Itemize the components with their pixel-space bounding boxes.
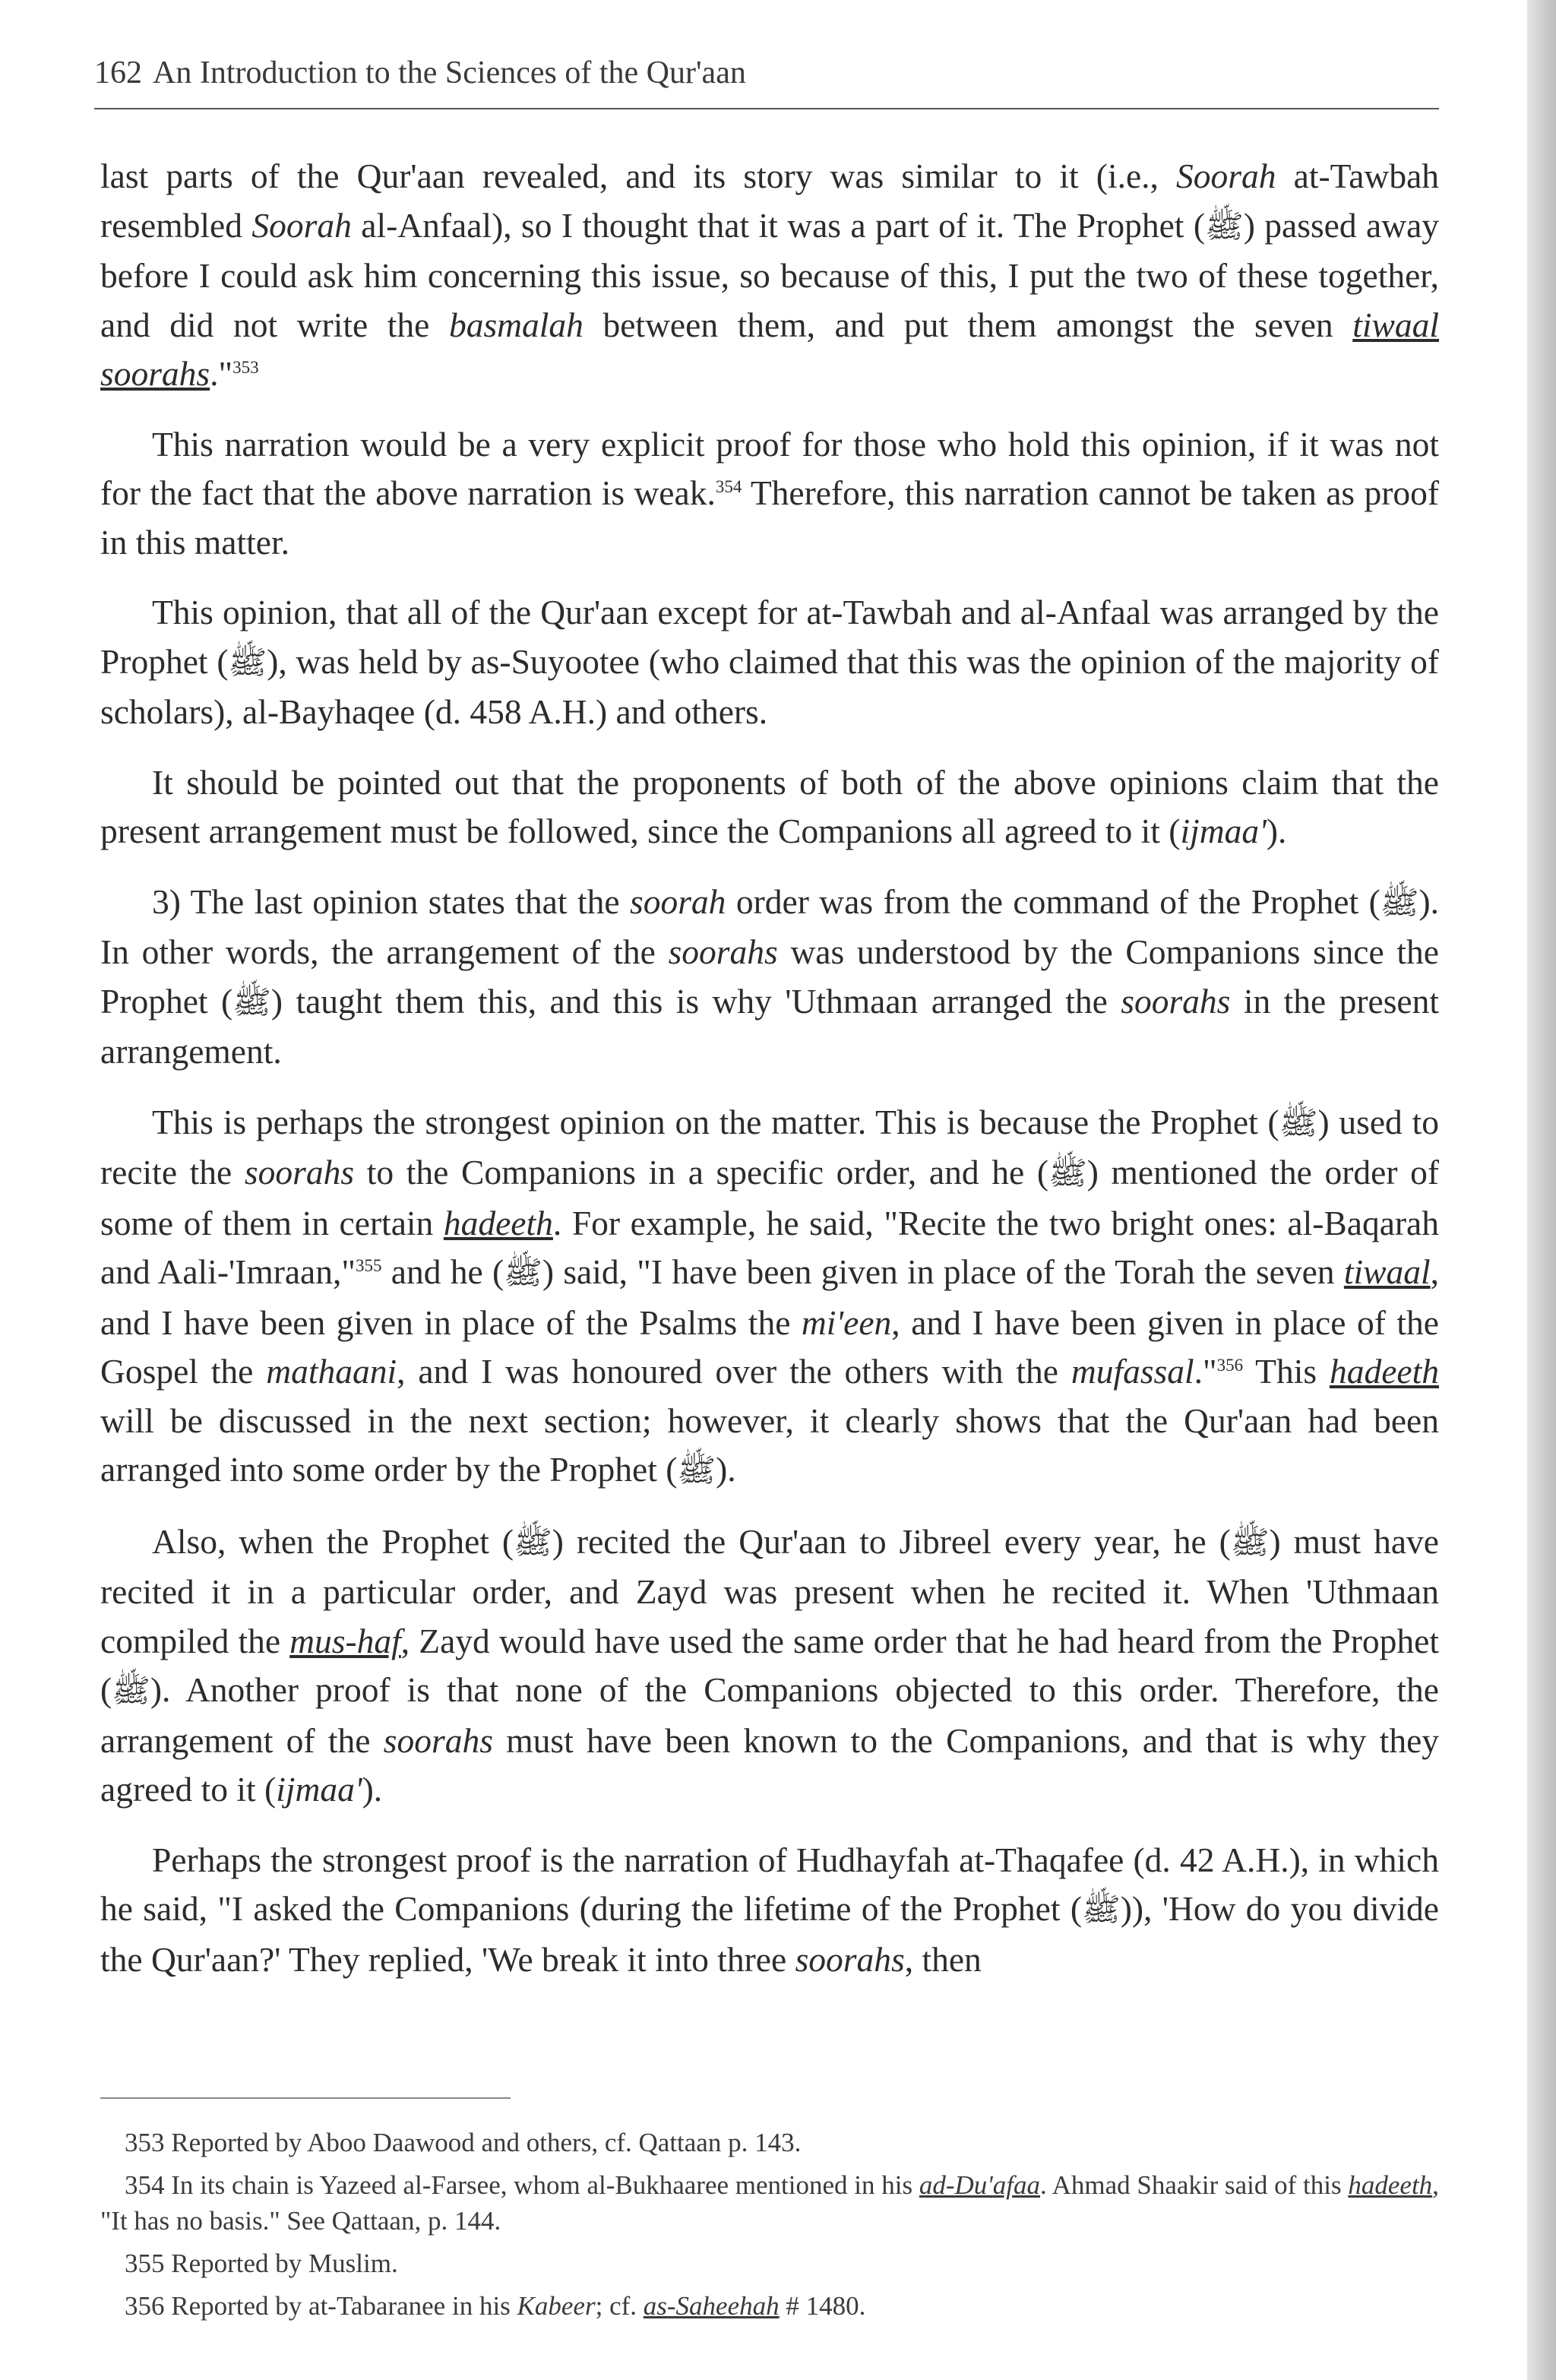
paragraph: It should be pointed out that the proponents of both of the above opinions claim that the present arrangement must be followed, since the Companions all agreed to it (ijmaa').	[100, 762, 1439, 850]
header-rule	[94, 108, 1439, 109]
paragraph: last parts of the Qur'aan revealed, and its story was similar to it (i.e., Soorah at-Tawbah resembled Soorah al-Anfaal), so I thought that it was a part of it. The Prophet (ﷺ) passed away before I could ask him concerning this issue, so because of this, I put the two of these together, and did not write the basmalah between them, and put them amongst the seven tiwaal soorahs."$^{353}$	[100, 157, 1440, 393]
page-number: 162	[94, 55, 142, 90]
footnote-ref[interactable]: 354	[715, 476, 742, 496]
paragraph: Perhaps the strongest proof is the narration of Hudhayfah at-Thaqafee (d. 42 A.H.), in which he said, "I asked the Companions (during the lifetime of the Prophet (ﷺ)), 'How do you divide the Qur'aan?' They replied, 'We break it into three soorahs, then	[100, 1840, 1439, 1979]
pbuh-icon: ﷺ	[514, 1525, 552, 1561]
pbuh-icon: ﷺ	[228, 645, 267, 681]
footnote-353: 353 Reported by Aboo Daawood and others, cf. Qattaan p. 143.	[125, 2128, 802, 2157]
pbuh-icon: ﷺ	[1279, 1106, 1318, 1141]
footnote-ref[interactable]: 355	[355, 1255, 382, 1275]
book-title: An Introduction to the Sciences of the Qur'aan	[153, 55, 746, 90]
pbuh-icon: ﷺ	[1380, 885, 1419, 921]
footnotes	[100, 2125, 1439, 2331]
pbuh-icon: ﷺ	[1204, 209, 1244, 245]
paragraph: This narration would be a very explicit proof for those who hold this opinion, if it was not for the fact that the above narration is weak.$^{354}$ Therefore, this narration cannot be taken as proof in this matter.	[100, 424, 1440, 562]
footnote-ref[interactable]: 353	[232, 357, 259, 377]
footnote-354: 354 In its chain is Yazeed al-Farsee, whom al-Bukhaaree mentioned in his ad-Du'afaa. Ahmad Shaakir said of this hadeeth, "It has no basis." See Qattaan, p. 144.	[100, 2170, 1439, 2236]
footnote-ref[interactable]: 356	[1216, 1355, 1244, 1375]
pbuh-icon: ﷺ	[232, 985, 271, 1021]
page-edge-shadow	[1527, 0, 1556, 2380]
pbuh-icon: ﷺ	[112, 1674, 150, 1709]
paragraph: 3) The last opinion states that the soorah order was from the command of the Prophet (ﷺ). In other words, the arrangement of the soorahs was understood by the Companions since the Prophet (ﷺ) taught them this, and this is why 'Uthmaan arranged the soorahs in the present arrangement.	[100, 881, 1440, 1071]
footnote-rule	[100, 2097, 511, 2099]
pbuh-icon: ﷺ	[1230, 1525, 1270, 1561]
running-header	[94, 55, 1439, 91]
pbuh-icon: ﷺ	[677, 1454, 716, 1489]
footnote-356: 356 Reported by at-Tabaranee in his Kabeer; cf. as-Saheehah # 1480.	[125, 2291, 866, 2321]
paragraph: This is perhaps the strongest opinion on the matter. This is because the Prophet (ﷺ) used to recite the soorahs to the Companions in a specific order, and he (ﷺ) mentioned the order of some of them in certain hadeeth. For example, he said, "Recite the two bright ones: al-Baqarah and Aali-'Imraan,"$^{355}$ and he (ﷺ) said, "I have been given in place of the Torah the seven tiwaal, and I have been given in place of the Psalms the mi'een, and I have been given in place of the Gospel the mathaani, and I was honoured over the others with the mufassal."$^{356}$ This hadeeth will be discussed in the next section; however, it clearly shows that the Qur'aan had been arranged into some order by the Prophet (ﷺ).	[100, 1102, 1440, 1489]
body-text	[100, 152, 1439, 2005]
paragraph: Also, when the Prophet (ﷺ) recited the Qur'aan to Jibreel every year, he (ﷺ) must have recited it in a particular order, and Zayd was present when he recited it. When 'Uthmaan compiled the mus-haf, Zayd would have used the same order that he had heard from the Prophet (ﷺ). Another proof is that none of the Companions objected to this order. Therefore, the arrangement of the soorahs must have been known to the Companions, and that is why they agreed to it (ijmaa').	[100, 1521, 1440, 1809]
pbuh-icon: ﷺ	[504, 1256, 542, 1291]
footnote-355: 355 Reported by Muslim.	[125, 2249, 398, 2278]
pbuh-icon: ﷺ	[1048, 1157, 1087, 1192]
pbuh-icon: ﷺ	[1082, 1893, 1121, 1928]
paragraph: This opinion, that all of the Qur'aan except for at-Tawbah and al-Anfaal was arranged by the Prophet (ﷺ), was held by as-Suyootee (who claimed that this was the opinion of the majority of scholars), al-Bayhaqee (d. 458 A.H.) and others.	[100, 593, 1439, 731]
